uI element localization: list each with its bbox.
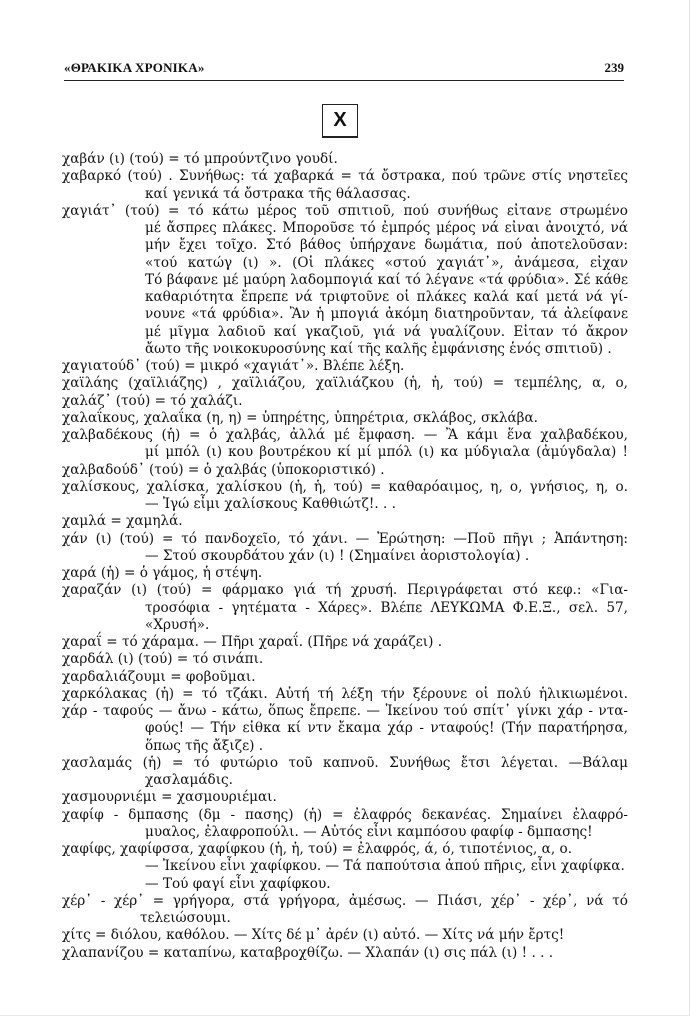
running-title: «ΘΡΑΚΙΚΑ ΧΡΟΝΙΚΑ» xyxy=(64,60,205,75)
entry-line: χαλίσκους, χαλίσκα, χαλίσκου (ἡ, ἡ, τού) = καθαρόαιμος, η, ο, γνήσιος, η, ο. xyxy=(62,478,628,495)
entry-line: χαρδάλ (ι) (τού) = τό σινάπι. xyxy=(62,651,264,668)
entry-line: χίτς = διόλου, καθόλου. — Χίτς δέ μ᾽ ἀρέν (ι) αὐτό. — Χίτς νά μήν ἔρτς! xyxy=(62,927,565,944)
entry-line: χαγιατούδ᾽ (τού) = μικρό «χαγιάτ᾽». Βλέπε λέξη. xyxy=(62,358,405,374)
entry-continuation-line: τελειώσουμι. xyxy=(140,910,231,926)
section-letter: X xyxy=(333,109,347,131)
entry-continuation-line: — Ἰγώ εἶμι χαλίσκους Καθθιώτζ!. . . xyxy=(145,496,396,512)
entry-line: χαρκόλακας (ἡ) = τό τζάκι. Αὐτή τή λέξη τήν ξέρουνε οἱ πολύ ἡλικιωμένοι. xyxy=(62,685,628,702)
entry-line: χαρά (ἡ) = ὁ γάμος, ἡ στέψη. xyxy=(62,565,263,581)
entry-continuation-line: καί γενικά τά ὄστρακα τῆς θάλασσας. xyxy=(145,185,411,202)
entry-continuation-line: μέ μῖγμα λαδιοῦ καί γκαζιοῦ, γιά νά γυαλίζουν. Εἶταν τό ἄκρον xyxy=(145,323,628,340)
entry-line: χασλαμάς (ἡ) = τό φυτώριο τοῦ καπνοῦ. Συνήθως ἔτσι λέγεται. —Βάλαμ xyxy=(62,754,628,771)
entry-continuation-line: τροσόφια - γητέματα - Χάρες». Βλέπε ΛΕΥΚΩΜΑ Φ.Ε.Ξ., σελ. 57, xyxy=(145,599,628,616)
entry-continuation-line: ὅπως τῆς ἄξιζε) . xyxy=(145,737,264,754)
entry-line: χαραΐ = τό χάραμα. — Πῆρι χαραΐ. (Πῆρε νά χαράζει) . xyxy=(62,634,443,650)
entry-line: χαλάζ᾽ (τού) = τό χαλάζι. xyxy=(62,392,243,409)
entry-line: χαραζάν (ι) (τού) = φάρμακο γιά τή χρυσή. Περιγράφεται στό κεφ.: «Για- xyxy=(62,582,628,599)
entry-continuation-line: ἄωτο τῆς νοικοκυροσύνης καί τῆς καλῆς ἐμφάνισης ἑνός σπιτιοῦ) . xyxy=(145,340,612,357)
entry-continuation-line: — Στού σκουρδάτου χάν (ι) ! (Σημαίνει ἀοριστολογία) . xyxy=(145,547,530,564)
entry-line: χαβαρκό (τού) . Συνήθως: τά χαβαρκά = τά ὄστρακα, πού τρῶνε στίς νηστεῖες xyxy=(62,168,628,185)
entry-continuation-line: Τό βάφανε μέ μαύρη λαδομπογιά καί τό λέγανε «τά φρύδια». Σέ κάθε xyxy=(145,271,628,288)
entry-continuation-line: καθαριότητα ἔπρεπε νά τριφτοῦνε οἱ πλάκες καλά καί μετά νά γί- xyxy=(145,289,628,305)
entry-line: χαλαΐκους, χαλαΐκα (η, η) = ὑπηρέτης, ὑπηρέτρια, σκλάβος, σκλάβα. xyxy=(62,409,538,426)
section-letter-box xyxy=(322,104,358,138)
entry-continuation-line: — Τού φαγί εἶνι χαφίφκου. xyxy=(145,875,331,892)
entry-line: χαμλά = χαμηλά. xyxy=(62,513,183,530)
page-header xyxy=(64,58,624,81)
entry-continuation-line: — Ἰκείνου εἶνι χαφίφκου. — Τά παπούτσια ἀπού πῆρις, εἶνι χαφίφκα. xyxy=(145,858,625,875)
entry-line: χαφίφ - δμπασης (δμ - πασης) (ἡ) = ἐλαφρός δεκανέας. Σημαίνει ἐλαφρό- xyxy=(62,806,628,823)
entry-line: χάν (ι) (τού) = τό πανδοχεῖο, τό χάνι. — Ἐρώτηση: —Ποῦ πῆγι ; Ἀπάντηση: xyxy=(62,530,628,547)
entry-line: χλαπανίζου = καταπίνω, καταβροχθίζω. — Χλαπάν (ι) σις πάλ (ι) ! . . . xyxy=(62,944,554,961)
entry-continuation-line: μί μπόλ (ι) κου βουτρέκου κί μί μπόλ (ι) κα μύδγιαλα (ἀμύγδαλα) ! xyxy=(145,444,628,461)
entry-line: χαλβαδούδ᾽ (τού) = ὁ χαλβάς (ὑποκοριστικό) . xyxy=(62,461,385,478)
entry-continuation-line: μήν ἔχει τοῖχο. Στό βάθος ὑπήρχανε δωμάτια, πού ἀποτελοῦσαν: xyxy=(145,237,628,254)
entry-continuation-line: μυαλος, ἐλαφροπούλι. — Αὐτός εἶνι καμπόσου φαφίφ - δμπασης! xyxy=(145,823,593,840)
entry-line: χαϊλάης (χαϊλιάζης) , χαϊλιάζου, χαϊλιάζκου (ἡ, ἡ, τού) = τεμπέλης, α, ο, xyxy=(62,375,628,392)
entry-line: χαγιάτ᾽ (τού) = τό κάτω μέρος τοῦ σπιτιοῦ, πού συνήθως εἶτανε στρωμένο xyxy=(62,202,628,219)
entry-continuation-line: μέ ἄσπρες πλάκες. Μποροῦσε τό ἐμπρός μέρος νά εἶναι ἀνοιχτό, νά xyxy=(145,220,628,236)
entry-line: χάρ - ταφούς — ἄνω - κάτω, ὅπως ἔπρεπε. — Ἰκείνου τού σπίτ᾽ γίνκι χάρ - ντα- xyxy=(62,703,628,719)
entry-line: χαλβαδέκους (ἡ) = ὁ χαλβάς, ἀλλά μέ ἔμφαση. — Ἂ κάμι ἕνα χαλβαδέκου, xyxy=(62,427,628,443)
entry-continuation-line: φούς! — Τήν εἶθκα κί ντν ἔκαμα χάρ - νταφούς! (Τήν παρατήρησα, xyxy=(145,720,628,737)
entry-line: χαρδαλιάζουμι = φοβοῦμαι. xyxy=(62,668,256,685)
entry-continuation-line: «Χρυσή». xyxy=(145,616,210,633)
entry-continuation-line: νουνε «τά φρύδια». Ἂν ἡ μπογιά ἀκόμη διατηροῦνταν, τά ἀλείφανε xyxy=(145,306,628,323)
entry-continuation-line: χασλαμάδις. xyxy=(145,772,233,788)
entry-continuation-line: «τού κατώγ (ι) ». (Οἱ πλάκες «στού χαγιάτ᾽», ἀνάμεσα, εἶχαν xyxy=(145,254,628,271)
entry-line: χασμουρνιέμι = χασμουριέμαι. xyxy=(62,789,277,806)
entry-line: χέρ᾽ - χέρ᾽ = γρήγορα, στά γρήγορα, ἀμέσως. — Πιάσι, χέρ᾽ - χέρ᾽, νά τό xyxy=(62,892,628,909)
glossary-entries xyxy=(62,151,628,962)
page-number: 239 xyxy=(604,60,624,75)
entry-line: χαβάν (ι) (τού) = τό μπρούντζινο γουδί. xyxy=(62,151,338,167)
entry-line: χαφίφς, χαφίφσσα, χαφίφκου (ἡ, ἡ, τού) = ἐλαφρός, ά, ό, τιποτένιος, α, ο. xyxy=(62,841,573,857)
